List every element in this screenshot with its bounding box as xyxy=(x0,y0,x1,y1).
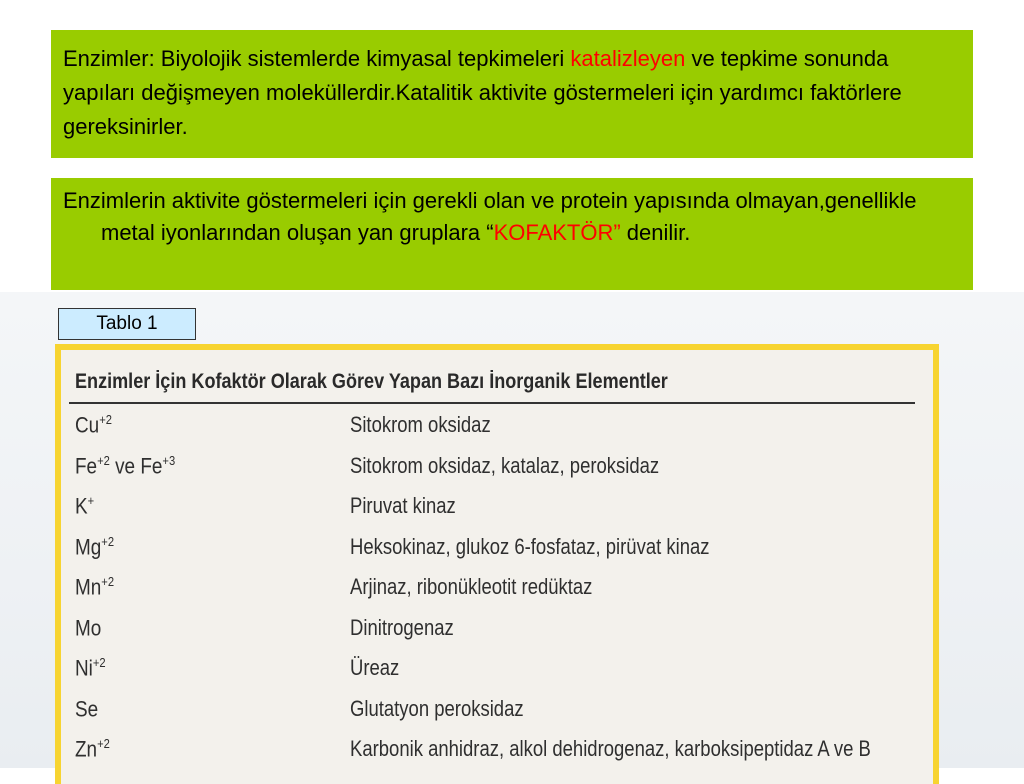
element-symbol: $Ni^{+2}$ xyxy=(75,655,106,681)
enzyme-definition-box xyxy=(51,30,973,158)
element-symbol: Se xyxy=(75,695,99,721)
definition-text-start: Enzimler: Biyolojik sistemlerde kimyasal tepkimeleri xyxy=(63,46,571,71)
element-symbol: $Mg^{+2}$ xyxy=(75,533,115,559)
enzyme-list: Üreaz xyxy=(350,655,400,680)
element-symbol: $Cu^{+2}$ xyxy=(75,412,112,438)
table-row xyxy=(75,534,923,564)
element-symbol: $Mn^{+2}$ xyxy=(75,574,115,600)
definition-text-end: ve tepkime sonunda yapıları değişmeyen moleküllerdir.Katalitik aktivite göstermeleri için yardımcı faktörlere gereksinirler. xyxy=(63,46,902,139)
enzyme-list: Karbonik anhidraz, alkol dehidrogenaz, karboksipeptidaz A ve B xyxy=(350,736,871,761)
element-symbol: Mo xyxy=(75,614,102,640)
enzyme-list: Arjinaz, ribonükleotit redüktaz xyxy=(350,574,593,599)
table-row xyxy=(75,736,923,766)
table-title: Enzimler İçin Kofaktör Olarak Görev Yapan Bazı İnorganik Elementler xyxy=(75,370,668,393)
table-row xyxy=(75,493,923,523)
cofactor-table-image xyxy=(55,344,939,784)
table-row xyxy=(75,615,923,645)
definition-highlight: katalizleyen xyxy=(570,46,686,71)
element-symbol: K+ xyxy=(75,493,95,519)
table-row xyxy=(75,412,923,442)
table-title-rule xyxy=(69,402,915,404)
table-row xyxy=(75,696,923,726)
enzyme-list: Heksokinaz, glukoz 6-fosfataz, pirüvat kinaz xyxy=(350,533,710,559)
cofactor-text-end: denilir. xyxy=(620,220,691,245)
enzyme-list: Dinitrogenaz xyxy=(350,614,454,640)
table-row xyxy=(75,574,923,604)
enzyme-list: Sitokrom oksidaz, katalaz, peroksidaz xyxy=(350,452,660,478)
cofactor-highlight: KOFAKTÖR” xyxy=(493,220,621,245)
table-caption-label: Tablo 1 xyxy=(58,308,196,340)
table-row xyxy=(75,655,923,685)
cofactor-paragraph xyxy=(63,185,959,249)
cofactor-definition-box xyxy=(51,178,973,290)
element-symbol: $Fe^{+2}$ ve $Fe^{+3}$ xyxy=(75,452,176,478)
enzyme-list: Glutatyon peroksidaz xyxy=(350,695,524,721)
cofactor-text-start: Enzimlerin aktivite göstermeleri için gerekli olan ve protein yapısında olmayan,genellikle metal iyonlarından oluşan yan gruplara “ xyxy=(63,188,917,245)
enzyme-list: Sitokrom oksidaz xyxy=(350,412,491,437)
enzyme-list: Piruvat kinaz xyxy=(350,493,456,518)
element-symbol: $Zn^{+2}$ xyxy=(75,736,110,762)
table-row xyxy=(75,453,923,483)
